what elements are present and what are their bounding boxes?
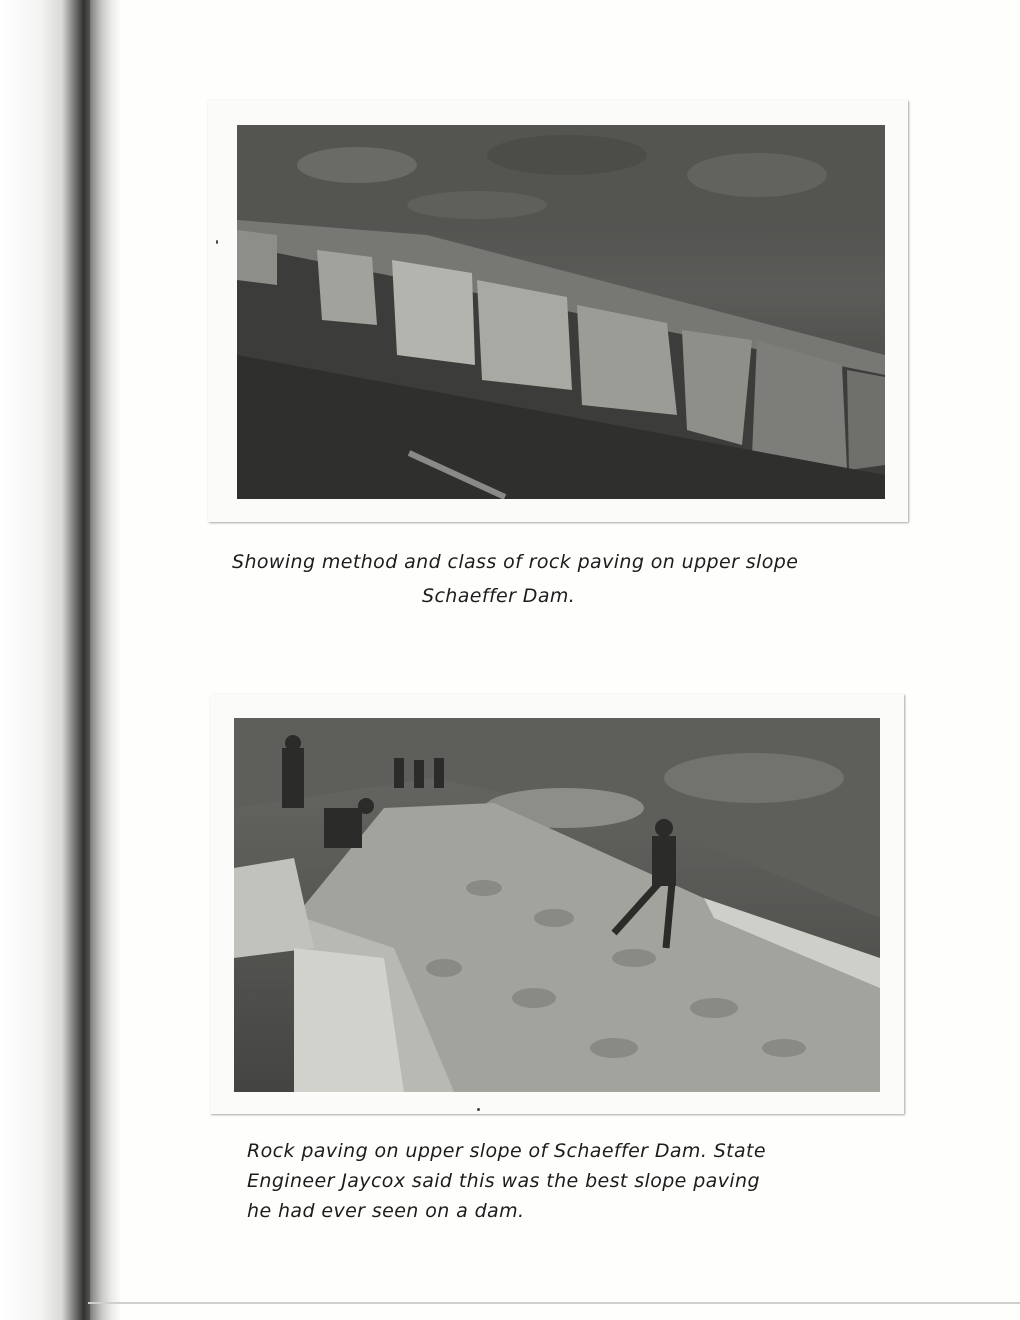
- photo-slope-paving-workers: [234, 718, 880, 1092]
- caption-2-line-2: Engineer Jaycox said this was the best slope paving: [247, 1170, 760, 1192]
- caption-2-line-3: he had ever seen on a dam.: [247, 1200, 525, 1222]
- dust-speck: [477, 1108, 480, 1111]
- caption-1-line-1: Showing method and class of rock paving on upper slope: [232, 551, 799, 573]
- caption-2-line-1: Rock paving on upper slope of Schaeffer Dam. State: [247, 1140, 766, 1162]
- binding-shadow-line: [84, 0, 90, 1320]
- photo-rock-paving-upper-slope: [237, 125, 885, 499]
- page-bottom-edge: [88, 1302, 1020, 1304]
- album-binding-edge: [0, 0, 120, 1320]
- dust-speck: [216, 240, 218, 244]
- caption-1-line-2: Schaeffer Dam.: [422, 585, 576, 607]
